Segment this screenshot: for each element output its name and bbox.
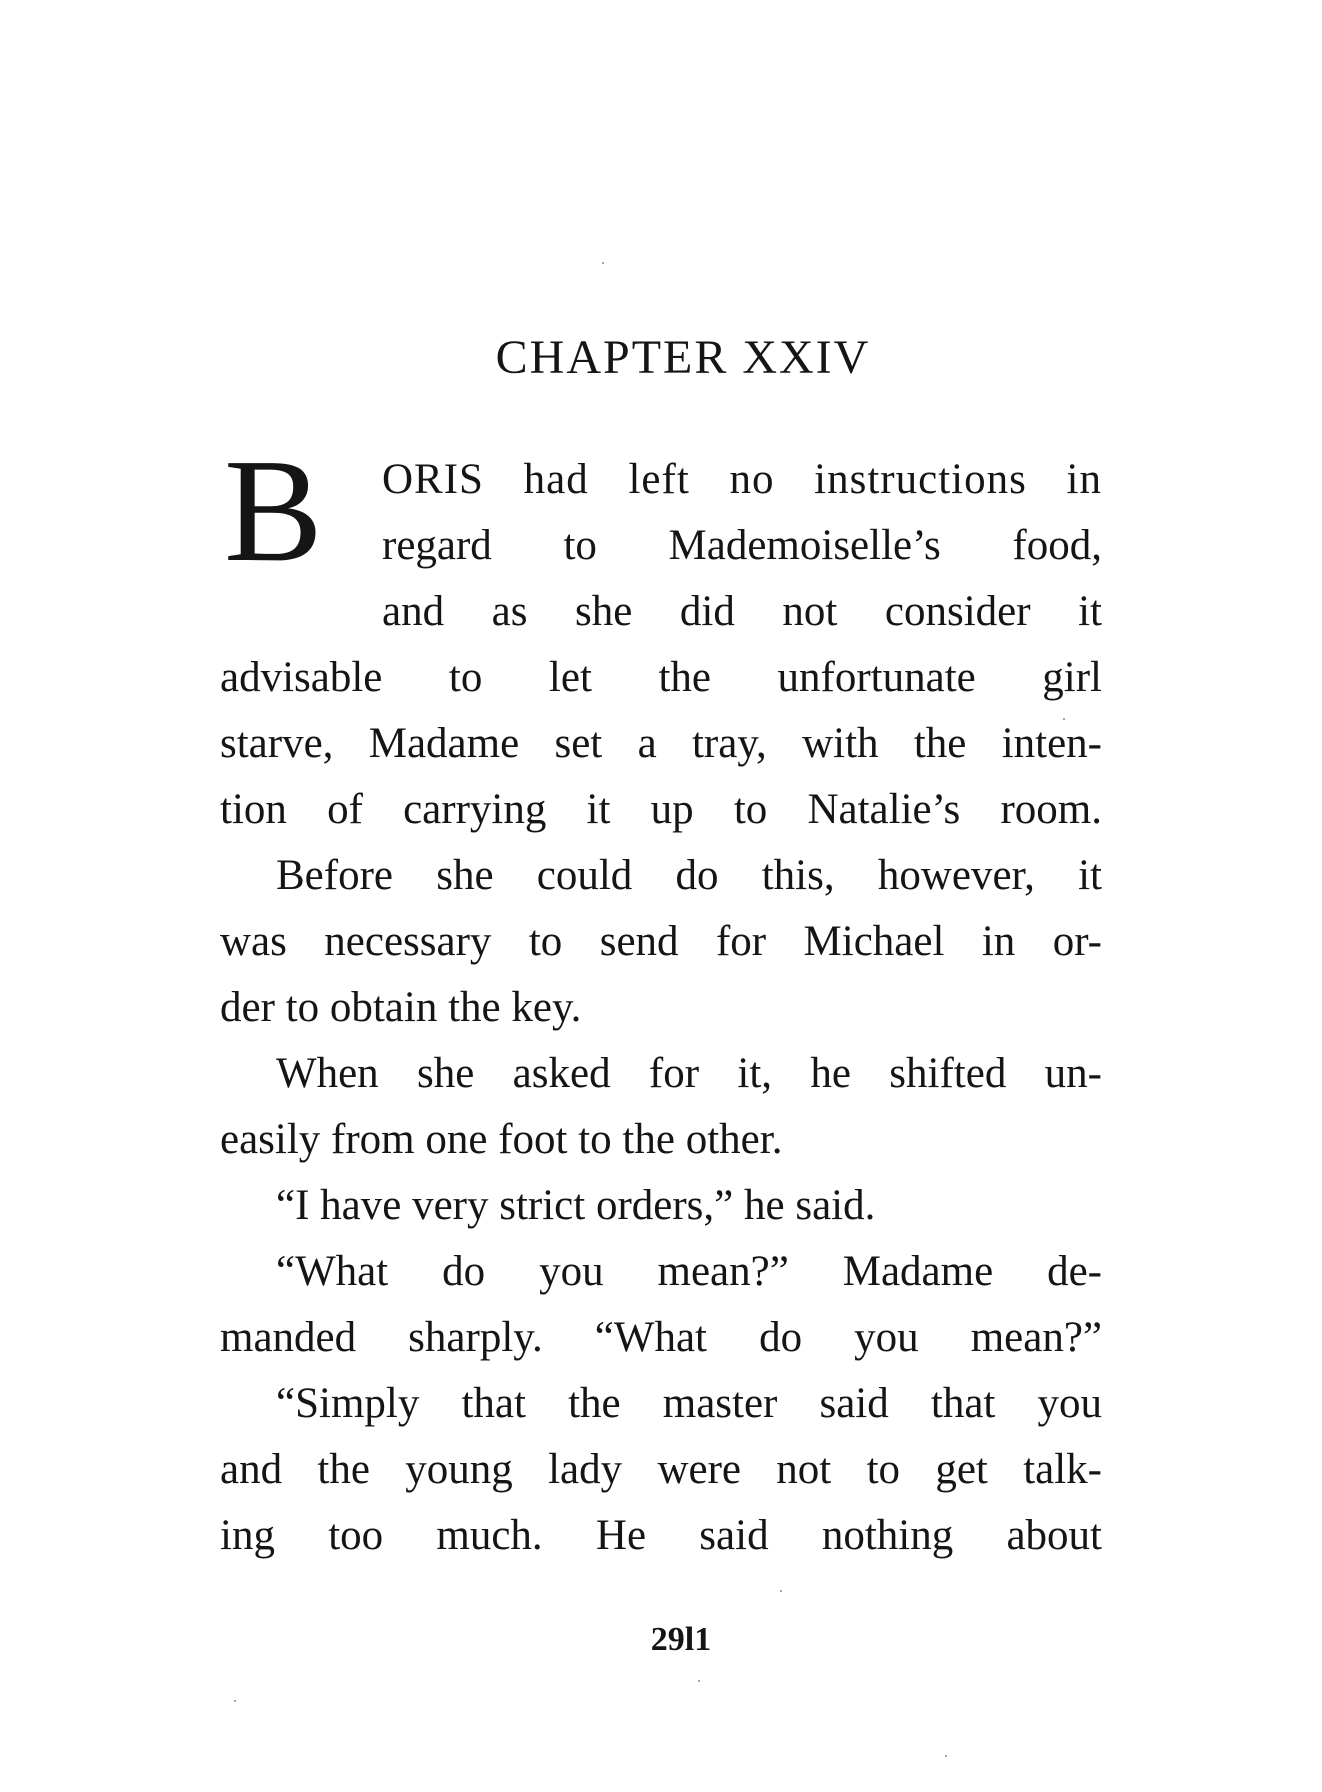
scan-speck [234, 1700, 236, 1702]
text-line: “Simply that the master said that you [276, 1380, 1102, 1427]
text-line: and the young lady were not to get talk- [220, 1446, 1102, 1493]
text-line: tion of carrying it up to Natalie’s room. [220, 786, 1102, 833]
text-line: “What do you mean?” Madame de- [276, 1248, 1102, 1295]
scan-speck [945, 1755, 947, 1757]
scan-speck [780, 1590, 782, 1592]
text-line: Before she could do this, however, it [276, 852, 1102, 899]
text-line: ORIS had left no instructions in [382, 456, 1102, 503]
text-line: and as she did not consider it [382, 588, 1102, 635]
text-line: “I have very strict orders,” he said. [276, 1182, 876, 1229]
text-line: advisable to let the unfortunate girl [220, 654, 1102, 701]
scan-speck [1063, 718, 1065, 720]
text-line: manded sharply. “What do you mean?” [220, 1314, 1102, 1361]
chapter-body [220, 429, 1102, 1569]
text-line: ing too much. He said nothing about [220, 1512, 1102, 1559]
text-line: starve, Madame set a tray, with the inten- [220, 720, 1102, 767]
text-line: regard to Mademoiselle’s food, [382, 522, 1102, 569]
text-line: When she asked for it, he shifted un- [276, 1050, 1102, 1097]
scan-speck [602, 262, 604, 264]
chapter-heading: CHAPTER XXIV [495, 331, 871, 384]
scan-speck [698, 1680, 700, 1682]
text-line: der to obtain the key. [220, 984, 582, 1031]
text-line: easily from one foot to the other. [220, 1116, 783, 1163]
text-line: was necessary to send for Michael in or- [220, 918, 1102, 965]
page-number: 29l1 [650, 1621, 712, 1658]
drop-cap: B [224, 429, 323, 593]
